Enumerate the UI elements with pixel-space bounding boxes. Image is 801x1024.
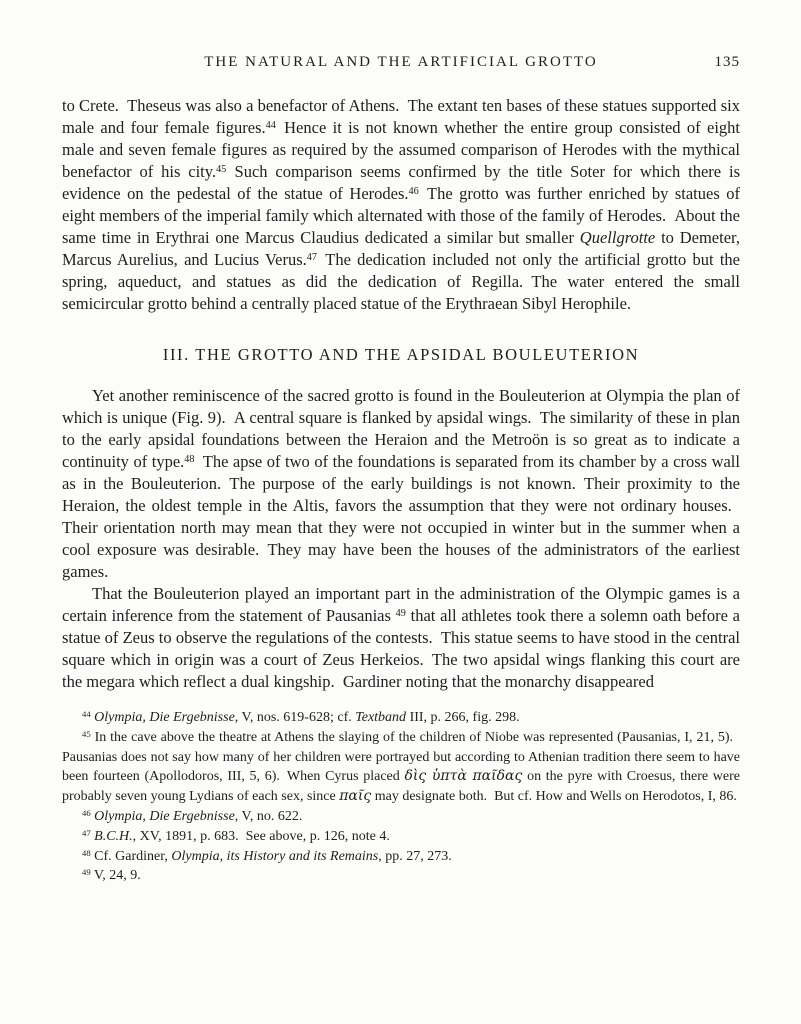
footnote-47: $^{47}$ B.C.H., XV, 1891, p. 683. See above, p. 126, note 4. [82, 827, 390, 844]
running-header [62, 52, 740, 72]
footnote-48: $^{48}$ Cf. Gardiner, Olympia, its History and its Remains, pp. 27, 273. [82, 847, 452, 864]
paragraph-bouleuterion: Yet another reminiscence of the sacred grotto is found in the Bouleuterion at Olympia the plan of which is unique (Fig. 9). A central square is flanked by apsidal wings. The similarity of these in plan to the early apsidal foundations between the Heraion and the Metroön is so great as to indicate a continuity of type.$^{48}$ The apse of two of the foundations is separated from its chamber by a cross wall as in the Bouleuterion. The purpose of the early buildings is not known. Their proximity to the Heraion, the oldest temple in the Altis, favors the assumption that they were not ordinary houses. Their orientation north may mean that they were not occupied in winter but in the summer when a cool exposure was desirable. They may have been the houses of the administrators of the earliest games. [62, 386, 740, 581]
paragraph-oath: That the Bouleuterion played an important part in the administration of the Olympic games is a certain inference from the statement of Pausanias $^{49}$ that all athletes took there a solemn oath before a statue of Zeus to observe the regulations of the contests. This statue seems to have stood in the central square which in origin was a court of Zeus Herkeios. The two apsidal wings flanking this court are the megara which reflect a dual kingship. Gardiner noting that the monarchy disappeared [62, 584, 741, 691]
footnote-45: $^{45}$ In the cave above the theatre at Athens the slaying of the children of Niobe was represented (Pausanias, I, 21, 5). Pausanias does not say how many of her children were portrayed but according to Athenian tradition there seem to have been fourteen (Apollodoros, III, 5, 6). When Cyrus placed δὶς ὑπτὰ παῖδας on the pyre with Croesus, there were probably seven young Lydians of each sex, since παῖς may designate both. But cf. How and Wells on Herodotos, I, 86. [62, 728, 740, 805]
paragraph-continuation: to Crete. Theseus was also a benefactor of Athens. The extant ten bases of these statues supported six male and four female figures.$^{44}$ Hence it is not known whether the entire group consisted of eight male and seven female figures as required by the assumed comparison of Herodes with the mythical benefactor of his city.$^{45}$ Such comparison seems confirmed by the title Soter for which there is evidence on the pedestal of the statue of Herodes.$^{46}$ The grotto was further enriched by statues of eight members of the imperial family which alternated with those of the family of Herodes. About the same time in Erythrai one Marcus Claudius dedicated a similar but smaller Quellgrotte to Demeter, Marcus Aurelius, and Lucius Verus.$^{47}$ The dedication included not only the artificial grotto but the spring, aqueduct, and statues as did the dedication of Regilla. The water entered the small semicircular grotto behind a centrally placed statue of the Erythraean Sibyl Herophile. [62, 96, 741, 313]
footnote-44: $^{44}$ Olympia, Die Ergebnisse, V, nos. 619-628; cf. Textband III, p. 266, fig. 298. [82, 709, 520, 725]
footnotes [62, 708, 740, 886]
running-title: THE NATURAL AND THE ARTIFICIAL GROTTO [204, 54, 598, 70]
footnote-46: $^{46}$ Olympia, Die Ergebnisse, V, no. 622. [82, 808, 303, 824]
section-heading: III. THE GROTTO AND THE APSIDAL BOULEUTERION [162, 345, 640, 364]
footnote-49: $^{49}$ V, 24, 9. [82, 867, 141, 884]
page-number: 135 [714, 54, 740, 70]
